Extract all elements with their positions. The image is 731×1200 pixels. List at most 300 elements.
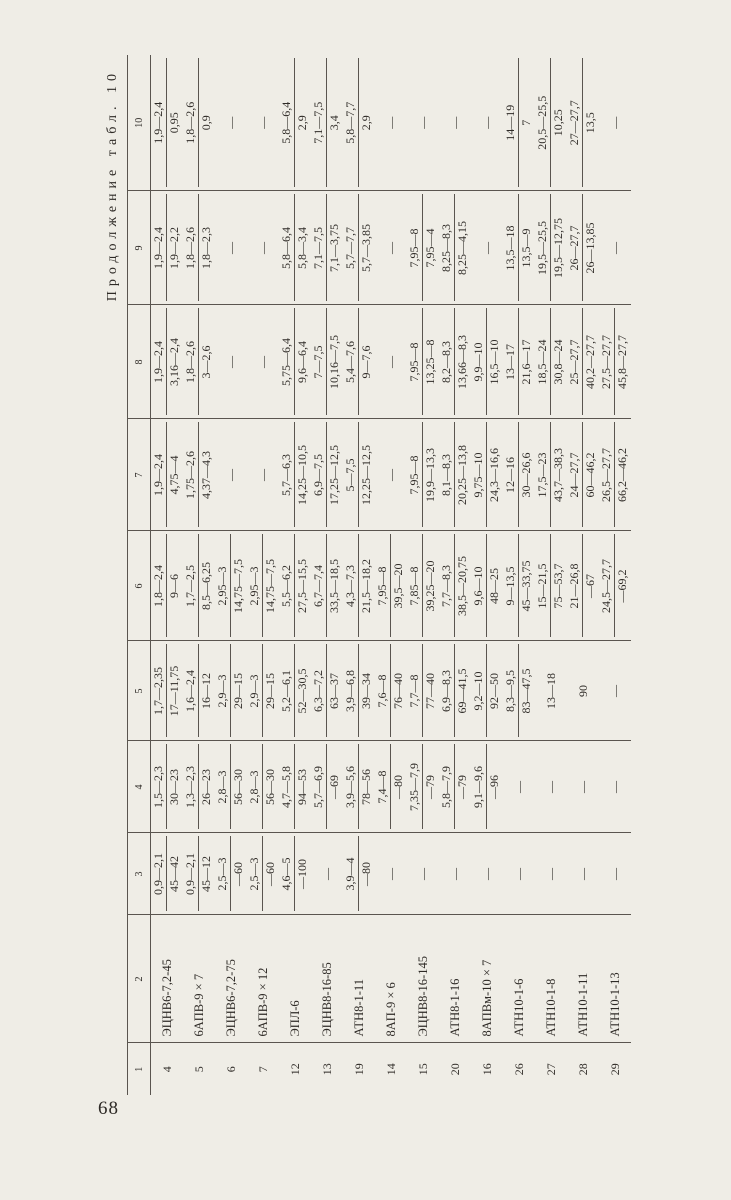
value-cell <box>311 741 343 833</box>
pump-name-cell: ЭЦНВ8-16-85 <box>311 915 343 1043</box>
value-cell <box>247 305 279 419</box>
cell-value: 94—53 <box>294 745 310 830</box>
cell-value: 27,5—15,5 <box>294 535 310 638</box>
cell-value: 1,9—2,2 <box>166 195 182 302</box>
cell-value: 21,6—17 <box>518 309 534 416</box>
value-cell <box>407 305 439 419</box>
value-cell <box>215 833 247 915</box>
cell-value: —100 <box>294 837 310 912</box>
cell-value: 1,8—2,4 <box>151 565 165 607</box>
value-cell <box>183 55 215 191</box>
cell-value: 25—27,7 <box>567 339 581 385</box>
cell-value: 1,75—2,6 <box>183 451 197 499</box>
value-cell <box>215 305 247 419</box>
value-cell <box>215 191 247 305</box>
row-number-cell: 29 <box>607 1063 622 1076</box>
value-cell <box>343 641 375 741</box>
cell-value: 24,5—27,7 <box>599 559 613 613</box>
value-cell <box>567 833 599 915</box>
cell-value: 27—27,7 <box>567 100 581 146</box>
row-number-cell: 7 <box>255 1066 270 1073</box>
cell-value: —79 <box>454 745 470 830</box>
cell-value: 1,8—2,6 <box>183 227 197 269</box>
cell-value: 7,1—3,75 <box>326 195 342 302</box>
value-cell <box>567 419 599 531</box>
value-cell <box>375 55 407 191</box>
cell-value: — <box>479 116 494 129</box>
cell-value: 20,5—25,5 <box>535 95 549 150</box>
cell-value: 8,2—8,3 <box>439 341 453 383</box>
value-cell <box>151 191 184 305</box>
cell-value: 38,5—20,75 <box>454 535 470 638</box>
cell-value: —60 <box>230 837 246 912</box>
cell-value: —67 <box>582 535 598 638</box>
table-row <box>471 55 503 1095</box>
table-row <box>311 55 343 1095</box>
cell-value: 1,7—2,5 <box>183 565 197 607</box>
value-cell <box>151 741 184 833</box>
value-cell <box>471 191 503 305</box>
cell-value: 7,95—8 <box>407 342 421 382</box>
cell-value: 45—42 <box>166 837 182 912</box>
value-cell <box>375 833 407 915</box>
cell-value: 60—46,2 <box>582 423 598 528</box>
value-cell <box>567 531 599 641</box>
page-number: 68 <box>98 1098 119 1119</box>
value-cell <box>503 741 535 833</box>
value-cell <box>151 305 184 419</box>
cell-value: — <box>383 469 398 481</box>
value-cell <box>535 191 567 305</box>
cell-value: 17—11,75 <box>166 645 182 738</box>
column-header: 6 <box>128 531 151 641</box>
cell-value: 1,7—2,35 <box>151 667 165 715</box>
table-row <box>407 55 439 1095</box>
table-row <box>535 55 567 1095</box>
table-row <box>375 55 407 1095</box>
cell-value: — <box>447 868 462 880</box>
cell-value: 13,5—18 <box>503 225 517 271</box>
cell-value: 2,9 <box>294 58 310 188</box>
row-number-cell: 13 <box>319 1063 334 1076</box>
value-cell <box>599 191 631 305</box>
row-number-cell: 14 <box>383 1063 398 1076</box>
value-cell <box>407 531 439 641</box>
cell-value: 3,9—5,6 <box>343 766 357 808</box>
column-header: 7 <box>128 419 151 531</box>
pump-name-cell: ЭПЛ-6 <box>279 915 311 1043</box>
cell-value: 1,9—2,4 <box>151 454 165 496</box>
row-number-cell: 19 <box>351 1063 366 1076</box>
value-cell <box>311 641 343 741</box>
cell-value: 13,66—8,3 <box>454 309 470 416</box>
value-cell <box>343 305 375 419</box>
column-header: 1 <box>128 1043 151 1095</box>
cell-value: 8,3—9,5 <box>503 670 517 712</box>
cell-value: — <box>223 116 238 129</box>
cell-value: 17,25—12,5 <box>326 423 342 528</box>
cell-value: 12,25—12,5 <box>358 423 374 528</box>
cell-value: — <box>511 868 526 880</box>
column-header: 2 <box>128 915 151 1043</box>
cell-value: 90 <box>575 685 590 697</box>
table-row <box>439 55 471 1095</box>
cell-value: — <box>607 242 622 254</box>
cell-value: 24,3—16,6 <box>486 423 502 528</box>
cell-value: — <box>511 781 526 793</box>
value-cell <box>567 641 599 741</box>
table-caption: Продолжение табл. 10 <box>105 69 120 302</box>
cell-value: — <box>255 116 270 129</box>
pump-name-cell: ЭЦНВ6-7,2-45 <box>151 915 184 1043</box>
cell-value: — <box>607 868 622 880</box>
cell-value: —79 <box>422 745 438 830</box>
column-header: 4 <box>128 741 151 833</box>
cell-value: 7,7—8 <box>407 674 421 708</box>
value-cell <box>151 641 184 741</box>
value-cell <box>279 55 311 191</box>
cell-value: 2,8—3 <box>247 770 261 804</box>
cell-value: 2,8—3 <box>215 770 229 804</box>
cell-value: 9—7,6 <box>358 309 374 416</box>
cell-value: 92—50 <box>486 645 502 738</box>
cell-value: 7,95—8 <box>407 228 421 268</box>
value-cell <box>471 641 503 741</box>
table-row <box>567 55 599 1095</box>
cell-value: 5,2—6,1 <box>279 670 293 712</box>
table-row <box>503 55 535 1095</box>
cell-value: 1,9—2,4 <box>151 101 165 144</box>
cell-value: 19,5—12,75 <box>550 195 566 302</box>
value-cell <box>439 531 471 641</box>
value-cell <box>279 305 311 419</box>
cell-value: 76—40 <box>390 645 406 738</box>
cell-value: 3,16—2,4 <box>166 309 182 416</box>
table-row <box>343 55 375 1095</box>
cell-value: 83—47,5 <box>518 645 534 738</box>
value-cell <box>407 641 439 741</box>
value-cell <box>535 419 567 531</box>
cell-value: 21—26,8 <box>567 563 581 609</box>
cell-value: 18,5—24 <box>535 339 549 385</box>
cell-value: 7,1—7,5 <box>311 227 325 269</box>
value-cell <box>503 191 535 305</box>
cell-value: — <box>447 116 462 129</box>
cell-value: 6,3—7,2 <box>311 670 325 712</box>
cell-value: 29—15 <box>230 645 246 738</box>
value-cell <box>503 419 535 531</box>
cell-value: 13,5—9 <box>518 195 534 302</box>
column-header: 5 <box>128 641 151 741</box>
value-cell <box>407 833 439 915</box>
value-cell <box>279 191 311 305</box>
cell-value: 7,1—7,5 <box>311 101 325 144</box>
cell-value: 5—7,5 <box>343 458 357 492</box>
cell-value: — <box>543 781 558 793</box>
pump-name-cell: АТН8-1-11 <box>343 915 375 1043</box>
cell-value: 7,95—4 <box>422 195 438 302</box>
header-row <box>128 55 151 1095</box>
cell-value: 5,8—7,9 <box>439 766 453 808</box>
cell-value: 9,75—10 <box>471 452 485 498</box>
value-cell <box>439 419 471 531</box>
table-row <box>279 55 311 1095</box>
cell-value: 7 <box>518 58 534 188</box>
cell-value: 56—30 <box>230 745 246 830</box>
value-cell <box>343 833 375 915</box>
cell-value: 1,9—2,4 <box>151 227 165 269</box>
cell-value: —69,2 <box>614 535 630 638</box>
cell-value: 7,95—8 <box>407 455 421 495</box>
value-cell <box>215 419 247 531</box>
value-cell <box>311 191 343 305</box>
value-cell <box>471 833 503 915</box>
cell-value: 45—33,75 <box>518 535 534 638</box>
value-cell <box>535 531 567 641</box>
value-cell <box>247 55 279 191</box>
cell-value: 66,2—46,2 <box>614 423 630 528</box>
cell-value: 45,8—27,7 <box>614 309 630 416</box>
cell-value: 52—30,5 <box>294 645 310 738</box>
value-cell <box>247 191 279 305</box>
row-number-cell: 16 <box>479 1063 494 1076</box>
value-cell <box>535 641 567 741</box>
value-cell <box>343 419 375 531</box>
cell-value: 39,5—20 <box>390 535 406 638</box>
cell-value: 30—26,6 <box>518 423 534 528</box>
pump-name-cell: АТН8-1-16 <box>439 915 471 1043</box>
cell-value: 0,9—2,1 <box>183 853 197 895</box>
cell-value: — <box>575 781 590 793</box>
value-cell <box>471 55 503 191</box>
value-cell <box>567 55 599 191</box>
value-cell <box>439 833 471 915</box>
cell-value: 7,4—8 <box>375 770 389 804</box>
cell-value: — <box>607 781 622 793</box>
cell-value: — <box>479 242 494 254</box>
value-cell <box>567 305 599 419</box>
table-row <box>215 55 247 1095</box>
cell-value: 45—12 <box>198 837 214 912</box>
cell-value: 2,9—3 <box>215 674 229 708</box>
cell-value: 9—13,5 <box>503 566 517 606</box>
value-cell <box>375 531 407 641</box>
pump-name-cell: 8АПВм-10 × 7 <box>471 915 503 1043</box>
pump-name-cell: АТН10-1-8 <box>535 915 567 1043</box>
cell-value: 5,8—3,4 <box>294 195 310 302</box>
pump-name-cell: 6АПВ-9 × 7 <box>183 915 215 1043</box>
cell-value: 3—2,6 <box>198 309 214 416</box>
cell-value: 7,6—8 <box>375 674 389 708</box>
row-number-cell: 6 <box>223 1066 238 1073</box>
value-cell <box>311 531 343 641</box>
cell-value: 20,25—13,8 <box>454 423 470 528</box>
pump-name-cell: ЭЦНВ6-7,2-75 <box>215 915 247 1043</box>
row-number-cell: 27 <box>543 1063 558 1076</box>
pump-name-cell: 6АПВ-9 × 12 <box>247 915 279 1043</box>
cell-value: 9,2—10 <box>471 671 485 711</box>
cell-value: 33,5—18,5 <box>326 535 342 638</box>
cell-value: 13—17 <box>503 344 517 380</box>
cell-value: — <box>255 469 270 481</box>
cell-value: 4,7—5,8 <box>279 766 293 808</box>
value-cell <box>247 531 279 641</box>
row-number-cell: 5 <box>191 1066 206 1073</box>
cell-value: 30—23 <box>166 745 182 830</box>
value-cell <box>151 833 184 915</box>
value-cell <box>599 55 631 191</box>
cell-value: — <box>223 469 238 481</box>
value-cell <box>343 55 375 191</box>
pump-name-cell: ЭЦНВ8-16-145 <box>407 915 439 1043</box>
row-number-cell: 12 <box>287 1063 302 1076</box>
value-cell <box>439 191 471 305</box>
value-cell <box>279 531 311 641</box>
cell-value: 9,9—10 <box>471 342 485 382</box>
cell-value: 1,8—2,3 <box>198 195 214 302</box>
cell-value: 9,6—6,4 <box>294 309 310 416</box>
value-cell <box>215 55 247 191</box>
cell-value: 27,5—27,7 <box>599 335 613 389</box>
cell-value: 14,75—7,5 <box>262 535 278 638</box>
value-cell <box>215 741 247 833</box>
value-cell <box>343 531 375 641</box>
cell-value: —80 <box>358 837 374 912</box>
cell-value: 6,7—7,4 <box>311 565 325 607</box>
cell-value: — <box>383 868 398 880</box>
cell-value: 24—27,7 <box>567 452 581 498</box>
column-header: 3 <box>128 833 151 915</box>
value-cell <box>375 191 407 305</box>
cell-value: 13,5 <box>582 58 598 188</box>
pump-name-cell: 8АП-9 × 6 <box>375 915 407 1043</box>
value-cell <box>535 305 567 419</box>
value-cell <box>535 833 567 915</box>
value-cell <box>183 419 215 531</box>
value-cell <box>247 741 279 833</box>
cell-value: 5,7—6,3 <box>279 454 293 496</box>
value-cell <box>471 419 503 531</box>
cell-value: 1,8—2,6 <box>183 341 197 383</box>
value-cell <box>503 305 535 419</box>
cell-value: 5,7—6,9 <box>311 766 325 808</box>
value-cell <box>375 305 407 419</box>
cell-value: 5,7—3,85 <box>358 195 374 302</box>
cell-value: — <box>383 356 398 368</box>
cell-value: 26—23 <box>198 745 214 830</box>
cell-value: 1,6—2,4 <box>183 670 197 712</box>
column-header: 8 <box>128 305 151 419</box>
cell-value: 7,85—8 <box>407 566 421 606</box>
cell-value: 29—15 <box>262 645 278 738</box>
value-cell <box>375 641 407 741</box>
cell-value: 7,35—7,9 <box>407 763 421 811</box>
cell-value: 2,9—3 <box>247 674 261 708</box>
value-cell <box>599 531 631 641</box>
value-cell <box>311 833 343 915</box>
value-cell <box>471 741 503 833</box>
value-cell <box>279 833 311 915</box>
cell-value: 8,1—8,3 <box>439 454 453 496</box>
value-cell <box>407 741 439 833</box>
value-cell <box>183 641 215 741</box>
cell-value: 19,9—13,3 <box>422 423 438 528</box>
value-cell <box>567 741 599 833</box>
cell-value: 2,95—3 <box>247 566 261 606</box>
cell-value: 9—6 <box>166 535 182 638</box>
cell-value: 14,25—10,5 <box>294 423 310 528</box>
cell-value: 39—34 <box>358 645 374 738</box>
cell-value: 6,9—7,5 <box>311 454 325 496</box>
value-cell <box>183 305 215 419</box>
cell-value: 56—30 <box>262 745 278 830</box>
table-row <box>183 55 215 1095</box>
cell-value: — <box>383 116 398 129</box>
cell-value: 30,8—24 <box>550 309 566 416</box>
cell-value: 0,95 <box>166 58 182 188</box>
cell-value: 26—13,85 <box>582 195 598 302</box>
value-cell <box>535 741 567 833</box>
pump-name-cell: АТН10-1-13 <box>599 915 631 1043</box>
cell-value: 5,7—7,7 <box>343 227 357 269</box>
value-cell <box>183 833 215 915</box>
value-cell <box>535 55 567 191</box>
cell-value: 5,8—6,4 <box>279 101 293 144</box>
cell-value: 1,5—2,3 <box>151 766 165 808</box>
value-cell <box>407 55 439 191</box>
row-number-cell: 4 <box>159 1066 174 1073</box>
cell-value: 16—12 <box>198 645 214 738</box>
cell-value: 2,95—3 <box>215 566 229 606</box>
value-cell <box>151 55 184 191</box>
cell-value: — <box>255 242 270 254</box>
cell-value: 7,7—8,3 <box>439 565 453 607</box>
value-cell <box>503 641 535 741</box>
cell-value: — <box>255 356 270 368</box>
value-cell <box>215 531 247 641</box>
pump-name-cell: АТН10-1-11 <box>567 915 599 1043</box>
cell-value: 7,95—8 <box>375 566 389 606</box>
value-cell <box>343 191 375 305</box>
value-cell <box>311 305 343 419</box>
value-cell <box>279 741 311 833</box>
value-cell <box>407 191 439 305</box>
cell-value: 2,5—3 <box>215 857 229 891</box>
cell-value: 26—27,7 <box>567 225 581 271</box>
cell-value: 4,75—4 <box>166 423 182 528</box>
cell-value: 0,9—2,1 <box>151 853 165 895</box>
cell-value: 3,4 <box>326 58 342 188</box>
value-cell <box>471 531 503 641</box>
cell-value: — <box>383 242 398 254</box>
cell-value: 10,25 <box>550 58 566 188</box>
cell-value: 75—53,7 <box>550 535 566 638</box>
cell-value: — <box>479 868 494 880</box>
cell-value: — <box>607 685 622 697</box>
column-header: 10 <box>128 55 151 191</box>
cell-value: — <box>319 868 334 880</box>
value-cell <box>599 641 631 741</box>
data-table <box>127 55 631 1095</box>
value-cell <box>599 305 631 419</box>
cell-value: 0,9 <box>198 58 214 188</box>
value-cell <box>183 741 215 833</box>
cell-value: — <box>543 868 558 880</box>
value-cell <box>599 741 631 833</box>
value-cell <box>279 419 311 531</box>
cell-value: 3,9—4 <box>343 857 357 891</box>
value-cell <box>247 419 279 531</box>
